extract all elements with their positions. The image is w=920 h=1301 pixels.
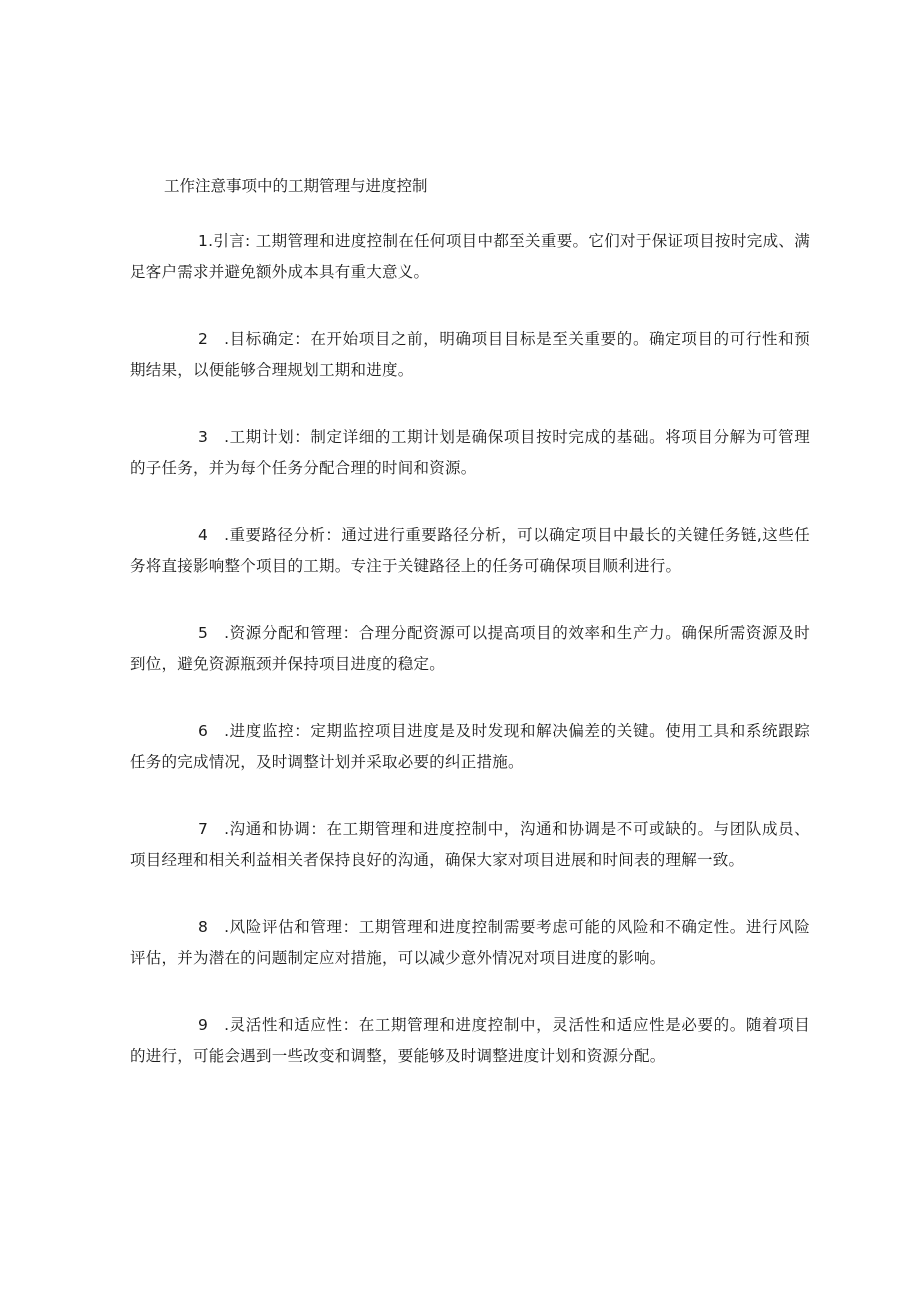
- paragraph-9: [130, 1010, 810, 1072]
- item-text: .进度监控：定期监控项目进度是及时发现和解决偏差的关键。使用工具和系统跟踪任务的完成情况，及时调整计划并采取必要的纠正措施。: [130, 722, 810, 771]
- paragraph-3: [130, 422, 810, 484]
- item-text: .工期计划：制定详细的工期计划是确保项目按时完成的基础。将项目分解为可管理的子任务，并为每个任务分配合理的时间和资源。: [130, 428, 810, 477]
- document-body: [130, 226, 810, 1108]
- item-number: 3: [198, 428, 209, 446]
- item-text: .目标确定：在开始项目之前，明确项目目标是至关重要的。确定项目的可行性和预期结果，以便能够合理规划工期和进度。: [130, 330, 810, 379]
- item-text: .沟通和协调：在工期管理和进度控制中，沟通和协调是不可或缺的。与团队成员、项目经理和相关利益相关者保持良好的沟通，确保大家对项目进展和时间表的理解一致。: [130, 820, 810, 869]
- item-text: .重要路径分析：通过进行重要路径分析，可以确定项目中最长的关键任务链,这些任务将直接影响整个项目的工期。专注于关键路径上的任务可确保项目顺利进行。: [130, 526, 810, 575]
- item-number: 8: [198, 918, 209, 936]
- paragraph-2: [130, 324, 810, 386]
- paragraph-8: [130, 912, 810, 974]
- item-text: .风险评估和管理：工期管理和进度控制需要考虑可能的风险和不确定性。进行风险评估，并为潜在的问题制定应对措施，可以减少意外情况对项目进度的影响。: [130, 918, 810, 967]
- paragraph-7: [130, 814, 810, 876]
- paragraph-6: [130, 716, 810, 778]
- item-number: 1.: [198, 232, 214, 250]
- paragraph-1: [130, 226, 810, 288]
- item-number: 9: [198, 1016, 209, 1034]
- item-text: 引言: 工期管理和进度控制在任何项目中都至关重要。它们对于保证项目按时完成、满足客户需求并避免额外成本具有重大意义。: [130, 232, 810, 281]
- paragraph-4: [130, 520, 810, 582]
- item-number: 2: [198, 330, 209, 348]
- paragraph-5: [130, 618, 810, 680]
- item-number: 6: [198, 722, 209, 740]
- item-number: 4: [198, 526, 209, 544]
- item-text: .资源分配和管理：合理分配资源可以提高项目的效率和生产力。确保所需资源及时到位，避免资源瓶颈并保持项目进度的稳定。: [130, 624, 810, 673]
- item-number: 7: [198, 820, 209, 838]
- item-number: 5: [198, 624, 209, 642]
- document-title: 工作注意事项中的工期管理与进度控制: [164, 177, 428, 195]
- item-text: .灵活性和适应性：在工期管理和进度控制中，灵活性和适应性是必要的。随着项目的进行，可能会遇到一些改变和调整，要能够及时调整进度计划和资源分配。: [130, 1016, 810, 1065]
